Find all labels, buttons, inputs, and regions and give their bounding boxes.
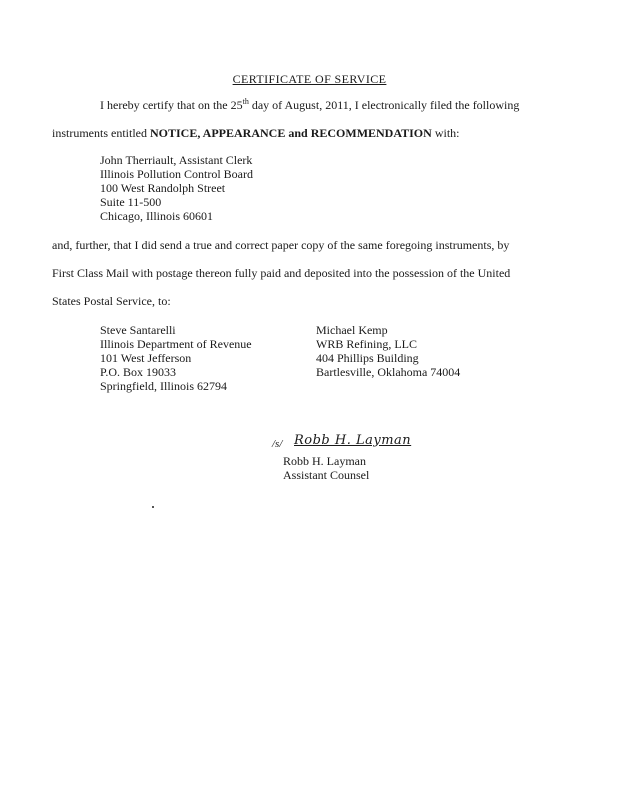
signer-name: Robb H. Layman	[283, 454, 366, 468]
address-line: 100 West Randolph Street	[100, 181, 226, 195]
certify-text-start: I hereby certify that on the 25	[100, 98, 243, 112]
clerk-address-block	[100, 153, 253, 223]
further-line-2: First Class Mail with postage thereon fully paid and deposited into the possession of the United	[52, 266, 511, 280]
address-line: WRB Refining, LLC	[316, 337, 417, 351]
address-line: Bartlesville, Oklahoma 74004	[316, 365, 461, 379]
electronic-signature	[272, 433, 427, 452]
signer-title: Assistant Counsel	[283, 468, 370, 482]
instrument-titles: NOTICE, APPEARANCE and RECOMMENDATION	[150, 126, 432, 140]
date-ordinal-suffix: th	[242, 97, 249, 106]
signature-prefix: /s/	[272, 438, 283, 450]
stray-mark	[152, 506, 154, 508]
further-line-3: States Postal Service, to:	[52, 294, 171, 308]
certify-line-1	[100, 98, 519, 112]
address-line: Illinois Department of Revenue	[100, 337, 252, 351]
address-line: Illinois Pollution Control Board	[100, 167, 254, 181]
address-line: Steve Santarelli	[100, 323, 176, 337]
address-line: 101 West Jefferson	[100, 351, 192, 365]
certify-text-end: day of August, 2011, I electronically filed the following	[248, 98, 520, 112]
address-line: Michael Kemp	[316, 323, 388, 337]
certify-line-2	[52, 126, 459, 140]
address-line: Suite 11-500	[100, 195, 162, 209]
address-line: John Therriault, Assistant Clerk	[100, 153, 253, 167]
with-text: with:	[431, 126, 460, 140]
address-line: Chicago, Illinois 60601	[100, 209, 213, 223]
recipient-address-santarelli	[100, 323, 252, 393]
recipient-address-kemp	[316, 323, 460, 379]
instruments-text: instruments entitled	[52, 126, 150, 140]
further-line-1: and, further, that I did send a true and correct paper copy of the same foregoing instruments, by	[52, 238, 510, 252]
signer-block	[283, 454, 369, 482]
address-line: P.O. Box 19033	[100, 365, 177, 379]
address-line: Springfield, Illinois 62794	[100, 379, 227, 393]
signature-script-name: Robb H. Layman	[294, 433, 412, 448]
address-line: 404 Phillips Building	[316, 351, 419, 365]
page-title: CERTIFICATE OF SERVICE	[232, 72, 387, 86]
